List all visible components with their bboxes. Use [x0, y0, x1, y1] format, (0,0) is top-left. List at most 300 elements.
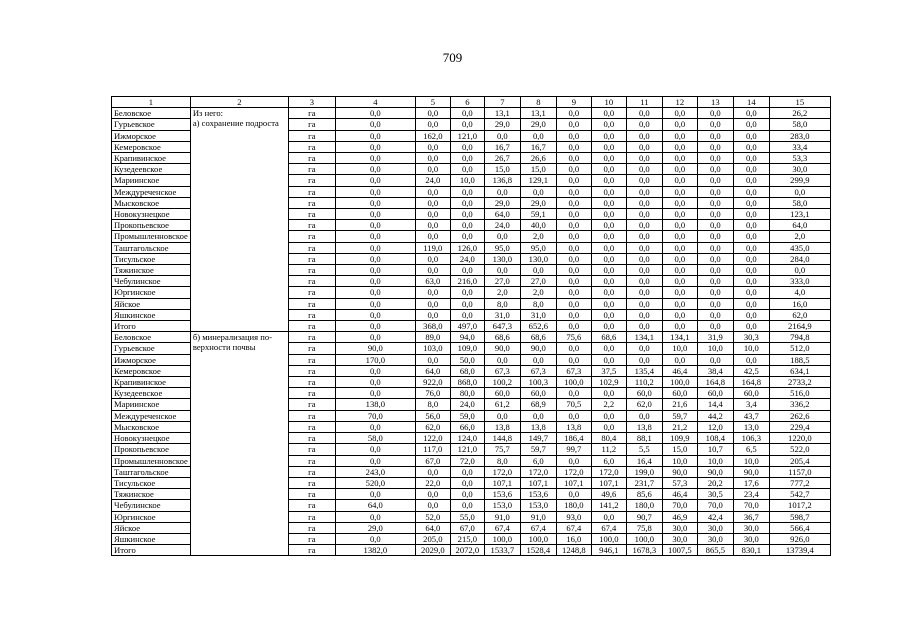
- value-cell: 0,0: [662, 253, 697, 264]
- value-cell: 0,0: [415, 164, 450, 175]
- value-cell: 2,0: [520, 287, 556, 298]
- value-cell: 153,6: [484, 489, 520, 500]
- value-cell: 5,5: [626, 444, 662, 455]
- value-cell: 46,4: [662, 365, 697, 376]
- value-cell: 46,4: [662, 489, 697, 500]
- value-cell: 31,9: [697, 332, 733, 343]
- value-cell: 0,0: [450, 153, 484, 164]
- unit-cell: га: [288, 343, 335, 354]
- value-cell: 44,2: [697, 410, 733, 421]
- measure-description-line: а) сохранение подроста: [192, 118, 279, 129]
- value-cell: 17,6: [733, 477, 769, 488]
- value-cell: 186,4: [556, 433, 591, 444]
- unit-cell: га: [288, 399, 335, 410]
- value-cell: 67,3: [520, 365, 556, 376]
- value-cell: 1017,2: [769, 500, 830, 511]
- value-cell: 53,3: [769, 153, 830, 164]
- value-cell: 88,1: [626, 433, 662, 444]
- value-cell: 0,0: [591, 265, 626, 276]
- value-cell: 0,0: [591, 153, 626, 164]
- district-name: Итого: [112, 321, 191, 332]
- value-cell: 0,0: [697, 253, 733, 264]
- value-cell: 130,0: [484, 253, 520, 264]
- value-cell: 516,0: [769, 388, 830, 399]
- value-cell: 0,0: [335, 153, 415, 164]
- value-cell: 0,0: [335, 108, 415, 119]
- unit-cell: га: [288, 511, 335, 522]
- value-cell: 67,4: [591, 522, 626, 533]
- value-cell: 0,0: [626, 153, 662, 164]
- district-name: Беловское: [112, 332, 191, 343]
- value-cell: 24,0: [450, 399, 484, 410]
- value-cell: 0,0: [450, 298, 484, 309]
- value-cell: 180,0: [626, 500, 662, 511]
- value-cell: 435,0: [769, 242, 830, 253]
- value-cell: 0,0: [415, 231, 450, 242]
- value-cell: 0,0: [591, 511, 626, 522]
- value-cell: 1528,4: [520, 545, 556, 556]
- unit-cell: га: [288, 365, 335, 376]
- value-cell: 0,0: [733, 209, 769, 220]
- value-cell: 0,0: [591, 253, 626, 264]
- value-cell: 0,0: [450, 500, 484, 511]
- value-cell: 794,8: [769, 332, 830, 343]
- value-cell: 0,0: [591, 287, 626, 298]
- district-name: Таштагольское: [112, 466, 191, 477]
- value-cell: 0,0: [662, 130, 697, 141]
- column-header: 9: [556, 97, 591, 108]
- unit-cell: га: [288, 141, 335, 152]
- district-name: Ижморское: [112, 130, 191, 141]
- column-header: 15: [769, 97, 830, 108]
- value-cell: 100,2: [484, 377, 520, 388]
- value-cell: 0,0: [697, 231, 733, 242]
- value-cell: 95,0: [520, 242, 556, 253]
- value-cell: 0,0: [415, 489, 450, 500]
- value-cell: 0,0: [697, 276, 733, 287]
- unit-cell: га: [288, 466, 335, 477]
- unit-cell: га: [288, 119, 335, 130]
- value-cell: 0,0: [415, 500, 450, 511]
- value-cell: 49,6: [591, 489, 626, 500]
- value-cell: 0,0: [733, 321, 769, 332]
- value-cell: 16,0: [556, 533, 591, 544]
- value-cell: 162,0: [415, 130, 450, 141]
- value-cell: 68,0: [450, 365, 484, 376]
- value-cell: 0,0: [450, 466, 484, 477]
- unit-cell: га: [288, 276, 335, 287]
- value-cell: 0,0: [626, 164, 662, 175]
- value-cell: 27,0: [520, 276, 556, 287]
- value-cell: 8,0: [484, 298, 520, 309]
- value-cell: 134,1: [662, 332, 697, 343]
- value-cell: 21,2: [662, 421, 697, 432]
- district-name: Междуреченское: [112, 410, 191, 421]
- value-cell: 59,7: [520, 444, 556, 455]
- unit-cell: га: [288, 164, 335, 175]
- value-cell: 66,0: [450, 421, 484, 432]
- column-header: 13: [697, 97, 733, 108]
- value-cell: 56,0: [415, 410, 450, 421]
- value-cell: 30,0: [733, 522, 769, 533]
- column-header: 8: [520, 97, 556, 108]
- value-cell: 8,0: [520, 298, 556, 309]
- value-cell: 868,0: [450, 377, 484, 388]
- value-cell: 24,0: [415, 175, 450, 186]
- value-cell: 0,0: [697, 141, 733, 152]
- value-cell: 0,0: [450, 309, 484, 320]
- value-cell: 0,0: [415, 265, 450, 276]
- value-cell: 130,0: [520, 253, 556, 264]
- value-cell: 0,0: [626, 130, 662, 141]
- value-cell: 0,0: [556, 253, 591, 264]
- value-cell: 164,8: [697, 377, 733, 388]
- value-cell: 80,4: [591, 433, 626, 444]
- value-cell: 0,0: [591, 197, 626, 208]
- value-cell: 90,0: [335, 343, 415, 354]
- value-cell: 10,0: [697, 455, 733, 466]
- value-cell: 0,0: [733, 265, 769, 276]
- value-cell: 0,0: [556, 231, 591, 242]
- value-cell: 68,6: [591, 332, 626, 343]
- value-cell: 30,0: [697, 522, 733, 533]
- value-cell: 0,0: [662, 197, 697, 208]
- value-cell: 0,0: [733, 186, 769, 197]
- value-cell: 243,0: [335, 466, 415, 477]
- district-name: Прокопьевское: [112, 444, 191, 455]
- column-header: 11: [626, 97, 662, 108]
- value-cell: 1220,0: [769, 433, 830, 444]
- district-name: Гурьевское: [112, 119, 191, 130]
- value-cell: 122,0: [415, 433, 450, 444]
- value-cell: 0,0: [556, 108, 591, 119]
- value-cell: 0,0: [662, 209, 697, 220]
- value-cell: 0,0: [769, 265, 830, 276]
- value-cell: 0,0: [484, 265, 520, 276]
- value-cell: 46,9: [662, 511, 697, 522]
- value-cell: 15,0: [484, 164, 520, 175]
- value-cell: 0,0: [626, 209, 662, 220]
- value-cell: 0,0: [484, 410, 520, 421]
- value-cell: 0,0: [556, 119, 591, 130]
- unit-cell: га: [288, 500, 335, 511]
- value-cell: 123,1: [769, 209, 830, 220]
- value-cell: 0,0: [450, 209, 484, 220]
- value-cell: 172,0: [484, 466, 520, 477]
- value-cell: 598,7: [769, 511, 830, 522]
- value-cell: 0,0: [626, 231, 662, 242]
- value-cell: 64,0: [335, 500, 415, 511]
- table-body: [112, 97, 831, 556]
- value-cell: 0,0: [335, 231, 415, 242]
- value-cell: 229,4: [769, 421, 830, 432]
- value-cell: 336,2: [769, 399, 830, 410]
- value-cell: 59,7: [662, 410, 697, 421]
- value-cell: 1157,0: [769, 466, 830, 477]
- district-name: Промышленновское: [112, 231, 191, 242]
- value-cell: 75,8: [626, 522, 662, 533]
- value-cell: 68,9: [520, 399, 556, 410]
- value-cell: 497,0: [450, 321, 484, 332]
- unit-cell: га: [288, 489, 335, 500]
- value-cell: 0,0: [697, 321, 733, 332]
- value-cell: 2733,2: [769, 377, 830, 388]
- value-cell: 205,0: [415, 533, 450, 544]
- unit-cell: га: [288, 332, 335, 343]
- value-cell: 2,0: [484, 287, 520, 298]
- value-cell: 0,0: [662, 242, 697, 253]
- value-cell: 0,0: [450, 197, 484, 208]
- value-cell: 0,0: [520, 186, 556, 197]
- value-cell: 62,0: [769, 309, 830, 320]
- value-cell: 0,0: [520, 265, 556, 276]
- district-name: Чебулинское: [112, 500, 191, 511]
- value-cell: 2,0: [769, 231, 830, 242]
- value-cell: 170,0: [335, 354, 415, 365]
- value-cell: 20,2: [697, 477, 733, 488]
- value-cell: 0,0: [591, 298, 626, 309]
- value-cell: 0,0: [484, 130, 520, 141]
- value-cell: 16,7: [520, 141, 556, 152]
- value-cell: 67,0: [415, 455, 450, 466]
- value-cell: 0,0: [556, 209, 591, 220]
- value-cell: 29,0: [484, 119, 520, 130]
- value-cell: 0,0: [697, 354, 733, 365]
- value-cell: 36,7: [733, 511, 769, 522]
- unit-cell: га: [288, 287, 335, 298]
- unit-cell: га: [288, 522, 335, 533]
- value-cell: 0,0: [591, 164, 626, 175]
- value-cell: 90,0: [697, 466, 733, 477]
- value-cell: 0,0: [556, 309, 591, 320]
- value-cell: 0,0: [556, 343, 591, 354]
- value-cell: 64,0: [415, 522, 450, 533]
- unit-cell: га: [288, 410, 335, 421]
- district-name: Чебулинское: [112, 276, 191, 287]
- district-name: Тяжинское: [112, 265, 191, 276]
- measure-description-line: Из него:: [192, 108, 224, 119]
- unit-cell: га: [288, 545, 335, 556]
- value-cell: 30,0: [662, 522, 697, 533]
- value-cell: 15,0: [520, 164, 556, 175]
- district-name: Тяжинское: [112, 489, 191, 500]
- value-cell: 2164,9: [769, 321, 830, 332]
- value-cell: 0,0: [591, 242, 626, 253]
- value-cell: 0,0: [733, 153, 769, 164]
- value-cell: 64,0: [484, 209, 520, 220]
- value-cell: 0,0: [626, 197, 662, 208]
- value-cell: 58,0: [769, 119, 830, 130]
- value-cell: 0,0: [626, 343, 662, 354]
- district-name: Яйское: [112, 522, 191, 533]
- value-cell: 0,0: [335, 253, 415, 264]
- value-cell: 100,3: [520, 377, 556, 388]
- value-cell: 85,6: [626, 489, 662, 500]
- value-cell: 14,4: [697, 399, 733, 410]
- value-cell: 0,0: [733, 242, 769, 253]
- value-cell: 0,0: [697, 265, 733, 276]
- unit-cell: га: [288, 298, 335, 309]
- value-cell: 0,0: [335, 309, 415, 320]
- value-cell: 0,0: [662, 119, 697, 130]
- district-name: Мысковское: [112, 197, 191, 208]
- value-cell: 0,0: [626, 354, 662, 365]
- value-cell: 0,0: [626, 287, 662, 298]
- value-cell: 10,0: [733, 455, 769, 466]
- value-cell: 0,0: [733, 197, 769, 208]
- value-cell: 100,0: [484, 533, 520, 544]
- value-cell: 0,0: [697, 153, 733, 164]
- value-cell: 90,7: [626, 511, 662, 522]
- value-cell: 8,0: [484, 455, 520, 466]
- value-cell: 99,7: [556, 444, 591, 455]
- value-cell: 0,0: [556, 354, 591, 365]
- column-header: 5: [415, 97, 450, 108]
- unit-cell: га: [288, 265, 335, 276]
- value-cell: 13,1: [520, 108, 556, 119]
- value-cell: 0,0: [335, 265, 415, 276]
- value-cell: 10,0: [662, 455, 697, 466]
- column-header: 10: [591, 97, 626, 108]
- value-cell: 262,6: [769, 410, 830, 421]
- value-cell: 107,1: [520, 477, 556, 488]
- value-cell: 830,1: [733, 545, 769, 556]
- value-cell: 60,0: [662, 388, 697, 399]
- value-cell: 0,0: [415, 253, 450, 264]
- value-cell: 30,5: [697, 489, 733, 500]
- value-cell: 138,0: [335, 399, 415, 410]
- value-cell: 0,0: [415, 287, 450, 298]
- value-cell: 231,7: [626, 477, 662, 488]
- value-cell: 100,0: [626, 533, 662, 544]
- column-header: 3: [288, 97, 335, 108]
- unit-cell: га: [288, 377, 335, 388]
- value-cell: 0,0: [733, 175, 769, 186]
- value-cell: 0,0: [626, 309, 662, 320]
- value-cell: 333,0: [769, 276, 830, 287]
- value-cell: 0,0: [733, 276, 769, 287]
- value-cell: 110,2: [626, 377, 662, 388]
- district-name: Кузедеевское: [112, 388, 191, 399]
- value-cell: 0,0: [335, 444, 415, 455]
- value-cell: 0,0: [556, 175, 591, 186]
- value-cell: 0,0: [626, 186, 662, 197]
- district-name: Мысковское: [112, 421, 191, 432]
- value-cell: 0,0: [556, 276, 591, 287]
- value-cell: 50,0: [450, 354, 484, 365]
- value-cell: 0,0: [626, 141, 662, 152]
- value-cell: 26,6: [520, 153, 556, 164]
- value-cell: 109,9: [662, 433, 697, 444]
- value-cell: 29,0: [484, 197, 520, 208]
- value-cell: 215,0: [450, 533, 484, 544]
- value-cell: 0,0: [520, 354, 556, 365]
- unit-cell: га: [288, 321, 335, 332]
- value-cell: 29,0: [335, 522, 415, 533]
- value-cell: 10,0: [697, 343, 733, 354]
- value-cell: 0,0: [335, 511, 415, 522]
- value-cell: 0,0: [450, 287, 484, 298]
- value-cell: 0,0: [556, 164, 591, 175]
- value-cell: 62,0: [415, 421, 450, 432]
- unit-cell: га: [288, 309, 335, 320]
- value-cell: 100,0: [591, 533, 626, 544]
- value-cell: 172,0: [556, 466, 591, 477]
- district-name: Новокузнецкое: [112, 433, 191, 444]
- value-cell: 67,4: [484, 522, 520, 533]
- value-cell: 0,0: [626, 175, 662, 186]
- district-name: Промышленновское: [112, 455, 191, 466]
- value-cell: 0,0: [556, 410, 591, 421]
- district-name: Крапивинское: [112, 377, 191, 388]
- district-name: Яйское: [112, 298, 191, 309]
- column-header: 6: [450, 97, 484, 108]
- value-cell: 0,0: [335, 209, 415, 220]
- value-cell: 0,0: [733, 108, 769, 119]
- district-name: Яшкинское: [112, 533, 191, 544]
- value-cell: 0,0: [335, 365, 415, 376]
- value-cell: 0,0: [335, 489, 415, 500]
- value-cell: 15,0: [662, 444, 697, 455]
- unit-cell: га: [288, 186, 335, 197]
- value-cell: 0,0: [335, 321, 415, 332]
- value-cell: 144,8: [484, 433, 520, 444]
- value-cell: 0,0: [335, 377, 415, 388]
- value-cell: 1248,8: [556, 545, 591, 556]
- value-cell: 0,0: [415, 186, 450, 197]
- unit-cell: га: [288, 421, 335, 432]
- value-cell: 0,0: [662, 164, 697, 175]
- district-name: Крапивинское: [112, 153, 191, 164]
- column-header: 2: [190, 97, 288, 108]
- value-cell: 100,0: [556, 377, 591, 388]
- value-cell: 0,0: [591, 388, 626, 399]
- value-cell: 1678,3: [626, 545, 662, 556]
- value-cell: 90,0: [484, 343, 520, 354]
- value-cell: 0,0: [626, 276, 662, 287]
- value-cell: 61,2: [484, 399, 520, 410]
- value-cell: 0,0: [626, 220, 662, 231]
- value-cell: 11,2: [591, 444, 626, 455]
- value-cell: 70,0: [335, 410, 415, 421]
- value-cell: 29,0: [520, 197, 556, 208]
- value-cell: 60,0: [697, 388, 733, 399]
- value-cell: 0,0: [769, 186, 830, 197]
- value-cell: 284,0: [769, 253, 830, 264]
- value-cell: 57,3: [662, 477, 697, 488]
- value-cell: 117,0: [415, 444, 450, 455]
- column-header: 1: [112, 97, 191, 108]
- value-cell: 31,0: [520, 309, 556, 320]
- value-cell: 93,0: [556, 511, 591, 522]
- value-cell: 0,0: [335, 141, 415, 152]
- district-name: Тисульское: [112, 477, 191, 488]
- district-name: Беловское: [112, 108, 191, 119]
- value-cell: 149,7: [520, 433, 556, 444]
- column-header: 4: [335, 97, 415, 108]
- value-cell: 0,0: [591, 209, 626, 220]
- value-cell: 0,0: [697, 164, 733, 175]
- value-cell: 30,0: [733, 533, 769, 544]
- district-name: Ижморское: [112, 354, 191, 365]
- value-cell: 141,2: [591, 500, 626, 511]
- value-cell: 0,0: [591, 141, 626, 152]
- value-cell: 205,4: [769, 455, 830, 466]
- value-cell: 72,0: [450, 455, 484, 466]
- value-cell: 64,0: [415, 365, 450, 376]
- district-name: Прокопьевское: [112, 220, 191, 231]
- unit-cell: га: [288, 108, 335, 119]
